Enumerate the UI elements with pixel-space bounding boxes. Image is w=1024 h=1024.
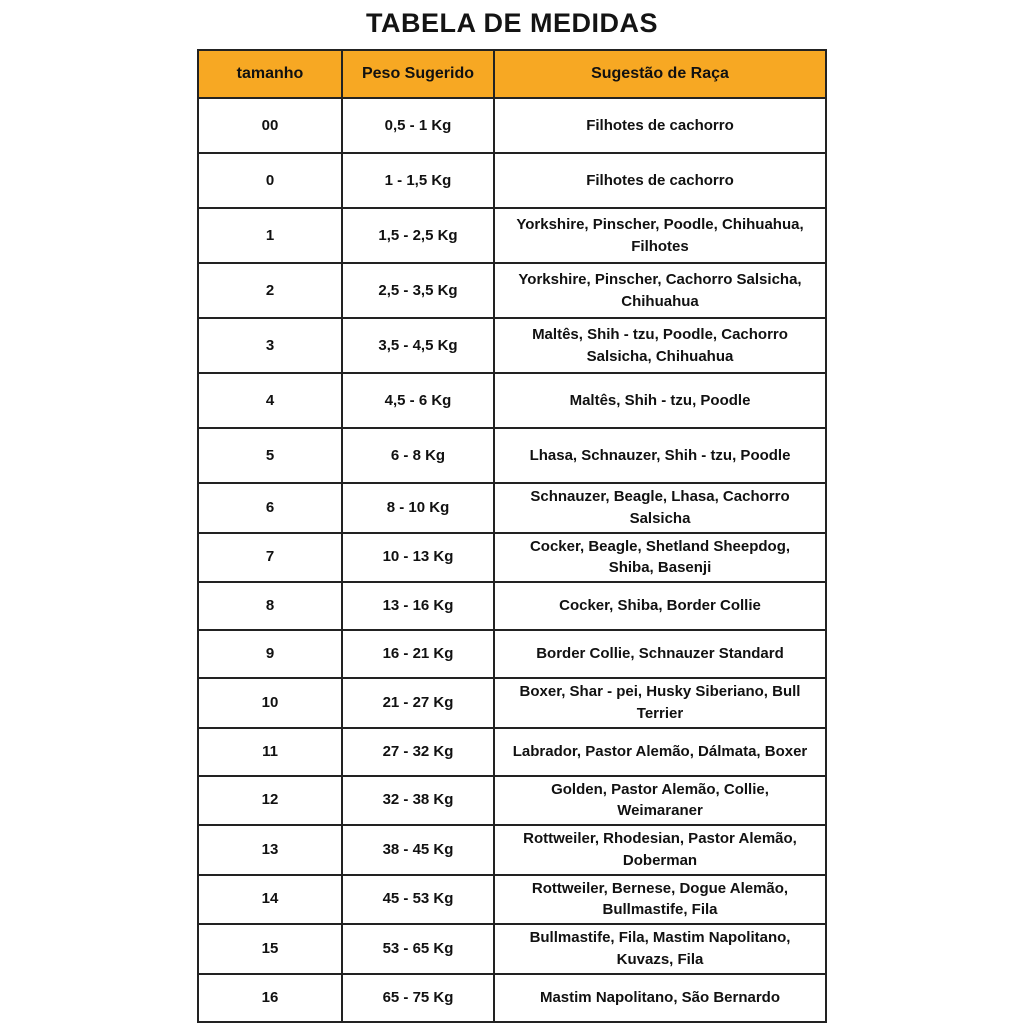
weight-cell: 32 - 38 Kg (342, 776, 494, 826)
size-cell: 3 (198, 318, 342, 373)
weight-cell: 16 - 21 Kg (342, 630, 494, 678)
table-row (198, 582, 826, 630)
weight-cell: 3,5 - 4,5 Kg (342, 318, 494, 373)
weight-cell: 1 - 1,5 Kg (342, 153, 494, 208)
header-peso-sugerido: Peso Sugerido (342, 50, 494, 98)
table-row (198, 630, 826, 678)
breeds-cell: Golden, Pastor Alemão, Collie, Weimaraner (494, 776, 826, 826)
table-row (198, 678, 826, 728)
weight-cell: 6 - 8 Kg (342, 428, 494, 483)
size-cell: 15 (198, 924, 342, 974)
size-cell: 11 (198, 728, 342, 776)
breeds-cell: Border Collie, Schnauzer Standard (494, 630, 826, 678)
breeds-cell: Cocker, Beagle, Shetland Sheepdog, Shiba, Basenji (494, 533, 826, 583)
table-row (198, 924, 826, 974)
size-cell: 5 (198, 428, 342, 483)
breeds-cell: Rottweiler, Bernese, Dogue Alemão, Bullmastife, Fila (494, 875, 826, 925)
size-cell: 16 (198, 974, 342, 1022)
breeds-cell: Cocker, Shiba, Border Collie (494, 582, 826, 630)
page-title: TABELA DE MEDIDAS (366, 8, 658, 38)
size-cell: 0 (198, 153, 342, 208)
size-cell: 8 (198, 582, 342, 630)
table-row (198, 263, 826, 318)
size-cell: 12 (198, 776, 342, 826)
weight-cell: 13 - 16 Kg (342, 582, 494, 630)
size-cell: 7 (198, 533, 342, 583)
table-row (198, 373, 826, 428)
breeds-cell: Labrador, Pastor Alemão, Dálmata, Boxer (494, 728, 826, 776)
table-row (198, 825, 826, 875)
breeds-cell: Yorkshire, Pinscher, Poodle, Chihuahua, Filhotes (494, 208, 826, 263)
breeds-cell: Rottweiler, Rhodesian, Pastor Alemão, Doberman (494, 825, 826, 875)
breeds-cell: Bullmastife, Fila, Mastim Napolitano, Kuvazs, Fila (494, 924, 826, 974)
weight-cell: 0,5 - 1 Kg (342, 98, 494, 153)
weight-cell: 1,5 - 2,5 Kg (342, 208, 494, 263)
table-row (198, 875, 826, 925)
breeds-cell: Filhotes de cachorro (494, 98, 826, 153)
weight-cell: 2,5 - 3,5 Kg (342, 263, 494, 318)
breeds-cell: Filhotes de cachorro (494, 153, 826, 208)
header-tamanho: tamanho (198, 50, 342, 98)
table-header-row (198, 50, 826, 98)
size-cell: 6 (198, 483, 342, 533)
header-sugestao-de-raca: Sugestão de Raça (494, 50, 826, 98)
size-table (197, 49, 827, 1023)
table-row (198, 776, 826, 826)
weight-cell: 45 - 53 Kg (342, 875, 494, 925)
breeds-cell: Schnauzer, Beagle, Lhasa, Cachorro Salsicha (494, 483, 826, 533)
size-cell: 00 (198, 98, 342, 153)
weight-cell: 65 - 75 Kg (342, 974, 494, 1022)
breeds-cell: Lhasa, Schnauzer, Shih - tzu, Poodle (494, 428, 826, 483)
table-row (198, 318, 826, 373)
weight-cell: 21 - 27 Kg (342, 678, 494, 728)
size-cell: 4 (198, 373, 342, 428)
breeds-cell: Maltês, Shih - tzu, Poodle (494, 373, 826, 428)
breeds-cell: Yorkshire, Pinscher, Cachorro Salsicha, Chihuahua (494, 263, 826, 318)
table-row (198, 728, 826, 776)
table-row (198, 974, 826, 1022)
table-row (198, 533, 826, 583)
weight-cell: 38 - 45 Kg (342, 825, 494, 875)
table-body (198, 98, 826, 1022)
size-cell: 14 (198, 875, 342, 925)
size-cell: 10 (198, 678, 342, 728)
size-cell: 9 (198, 630, 342, 678)
table-row (198, 208, 826, 263)
weight-cell: 8 - 10 Kg (342, 483, 494, 533)
breeds-cell: Boxer, Shar - pei, Husky Siberiano, Bull Terrier (494, 678, 826, 728)
breeds-cell: Mastim Napolitano, São Bernardo (494, 974, 826, 1022)
table-row (198, 153, 826, 208)
table-row (198, 428, 826, 483)
size-cell: 2 (198, 263, 342, 318)
size-cell: 1 (198, 208, 342, 263)
breeds-cell: Maltês, Shih - tzu, Poodle, Cachorro Salsicha, Chihuahua (494, 318, 826, 373)
weight-cell: 4,5 - 6 Kg (342, 373, 494, 428)
weight-cell: 10 - 13 Kg (342, 533, 494, 583)
weight-cell: 27 - 32 Kg (342, 728, 494, 776)
table-row (198, 483, 826, 533)
table-row (198, 98, 826, 153)
weight-cell: 53 - 65 Kg (342, 924, 494, 974)
size-cell: 13 (198, 825, 342, 875)
